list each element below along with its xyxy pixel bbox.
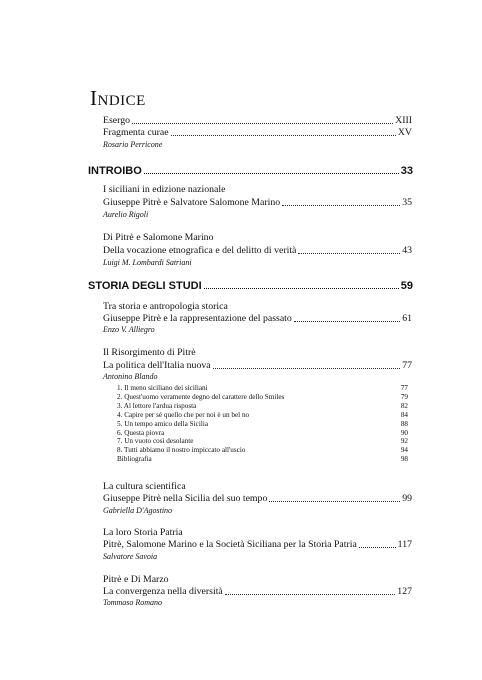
toc-entry-author: Enzo V. Alliegro <box>103 325 155 334</box>
section-title: STORIA DEGLI STUDI <box>88 280 202 292</box>
toc-entry-author: Aurelio Rigoli <box>103 210 149 219</box>
subsection-title: 8. Tutti abbiamo il nostro impiccato all'uscio <box>117 446 246 455</box>
toc-entry-page: 43 <box>402 245 412 256</box>
toc-entry-page: 61 <box>402 313 412 324</box>
toc-entry-page: 127 <box>397 586 412 597</box>
toc-entry-fragmenta[interactable] <box>103 127 412 139</box>
subsection-title: 4. Capire per sé quello che per noi è un bel no <box>117 410 250 419</box>
subsection-title: 6. Questa piovra <box>117 428 165 437</box>
essay-heading: Il Risorgimento di Pitrè <box>103 347 196 358</box>
subsection-title: 5. Un tempo amico della Sicilia <box>117 419 209 428</box>
toc-entry-page: XV <box>397 127 412 138</box>
subsection-title: 3. Al lettore l'ardua risposta <box>117 401 197 410</box>
toc-entry-page: 117 <box>397 539 412 550</box>
subsection-entry[interactable] <box>117 437 408 446</box>
dot-leader <box>144 173 399 174</box>
dot-leader <box>282 205 400 206</box>
dot-leader <box>204 288 399 289</box>
essay-heading: Tra storia e antropologia storica <box>103 301 228 312</box>
subsection-entry[interactable] <box>117 420 408 429</box>
dot-leader <box>298 253 400 254</box>
section-page: 33 <box>400 165 413 177</box>
toc-entry-essay[interactable] <box>103 586 412 598</box>
section-title: INTROIBO <box>88 165 142 177</box>
toc-entry-page: 35 <box>402 197 412 208</box>
essay-heading: La loro Storia Patria <box>103 527 183 538</box>
dot-leader <box>171 135 396 136</box>
toc-entry-author: Rosario Perricone <box>103 140 163 149</box>
toc-entry-title: La politica dell'Italia nuova <box>103 360 211 371</box>
subsection-entry[interactable] <box>117 455 408 464</box>
subsection-entry[interactable] <box>117 384 408 393</box>
toc-entry-title: Pitrè, Salomone Marino e la Società Siciliana per la Storia Patria <box>103 539 357 550</box>
toc-entry-page: XIII <box>395 115 412 126</box>
subsection-title: 1. Il meno siciliano dei siciliani <box>117 384 208 392</box>
subsection-page: 90 <box>400 428 408 437</box>
subsection-entry[interactable] <box>117 429 408 438</box>
subsection-entry[interactable] <box>117 402 408 411</box>
section-introibo[interactable] <box>88 165 413 178</box>
toc-entry-title: Esergo <box>103 115 131 126</box>
toc-entry-author: Antonino Blando <box>103 372 158 381</box>
essay-heading: I siciliani in edizione nazionale <box>103 184 226 195</box>
subsection-page: 98 <box>400 455 408 464</box>
dot-leader <box>213 368 401 369</box>
subsection-page: 79 <box>400 392 408 401</box>
toc-entry-essay[interactable] <box>103 313 412 325</box>
section-storia-degli-studi[interactable] <box>88 280 413 293</box>
subsection-page: 94 <box>400 446 408 455</box>
toc-entry-essay[interactable] <box>103 360 412 372</box>
toc-entry-esergo[interactable] <box>103 115 412 127</box>
subsection-page: 84 <box>400 410 408 419</box>
toc-entry-page: 77 <box>402 360 412 371</box>
toc-entry-title: Della vocazione etnografica e del delitto di verità <box>103 245 297 256</box>
dot-leader <box>269 501 400 502</box>
dot-leader <box>132 123 393 124</box>
subsection-page: 88 <box>400 419 408 428</box>
dot-leader <box>225 594 396 595</box>
toc-entry-essay[interactable] <box>103 493 412 505</box>
toc-entry-title: La convergenza nella diversità <box>103 586 223 597</box>
toc-entry-essay[interactable] <box>103 245 412 257</box>
toc-entry-author: Salvatore Savoia <box>103 552 158 561</box>
toc-entry-page: 99 <box>402 493 412 504</box>
subsection-entry[interactable] <box>117 411 408 420</box>
toc-entry-title: Fragmenta curae <box>103 127 169 138</box>
subsection-title: Bibliografia <box>117 455 152 464</box>
dot-leader <box>359 547 396 548</box>
section-page: 59 <box>400 280 413 292</box>
toc-entry-essay[interactable] <box>103 197 412 209</box>
toc-entry-title: Giuseppe Pitrè e Salvatore Salomone Marino <box>103 197 281 208</box>
toc-entry-author: Gabriella D'Agostino <box>103 506 173 515</box>
toc-entry-author: Luigi M. Lombardi Satriani <box>103 258 192 267</box>
subsection-title: 7. Un vuoto così desolante <box>117 437 194 446</box>
toc-entry-essay[interactable] <box>103 539 412 551</box>
subsection-entry[interactable] <box>117 446 408 455</box>
toc-entry-author: Tommaso Romano <box>103 598 163 607</box>
essay-heading: Pitrè e Di Marzo <box>103 574 169 585</box>
subsection-entry[interactable] <box>117 393 408 402</box>
page-title: Indice <box>90 86 146 110</box>
essay-heading: Di Pitrè e Salomone Marino <box>103 232 214 243</box>
subsection-page: 92 <box>400 437 408 446</box>
subsection-page: 82 <box>400 401 408 410</box>
subsection-page: 77 <box>400 384 408 392</box>
essay-heading: La cultura scientifica <box>103 481 186 492</box>
toc-entry-title: Giuseppe Pitrè nella Sicilia del suo tempo <box>103 493 268 504</box>
dot-leader <box>294 321 400 322</box>
subsection-title: 2. Quest'uomo veramente degno del carattere dello Smiles <box>117 392 285 401</box>
toc-entry-title: Giuseppe Pitrè e la rappresentazione del passato <box>103 313 292 324</box>
